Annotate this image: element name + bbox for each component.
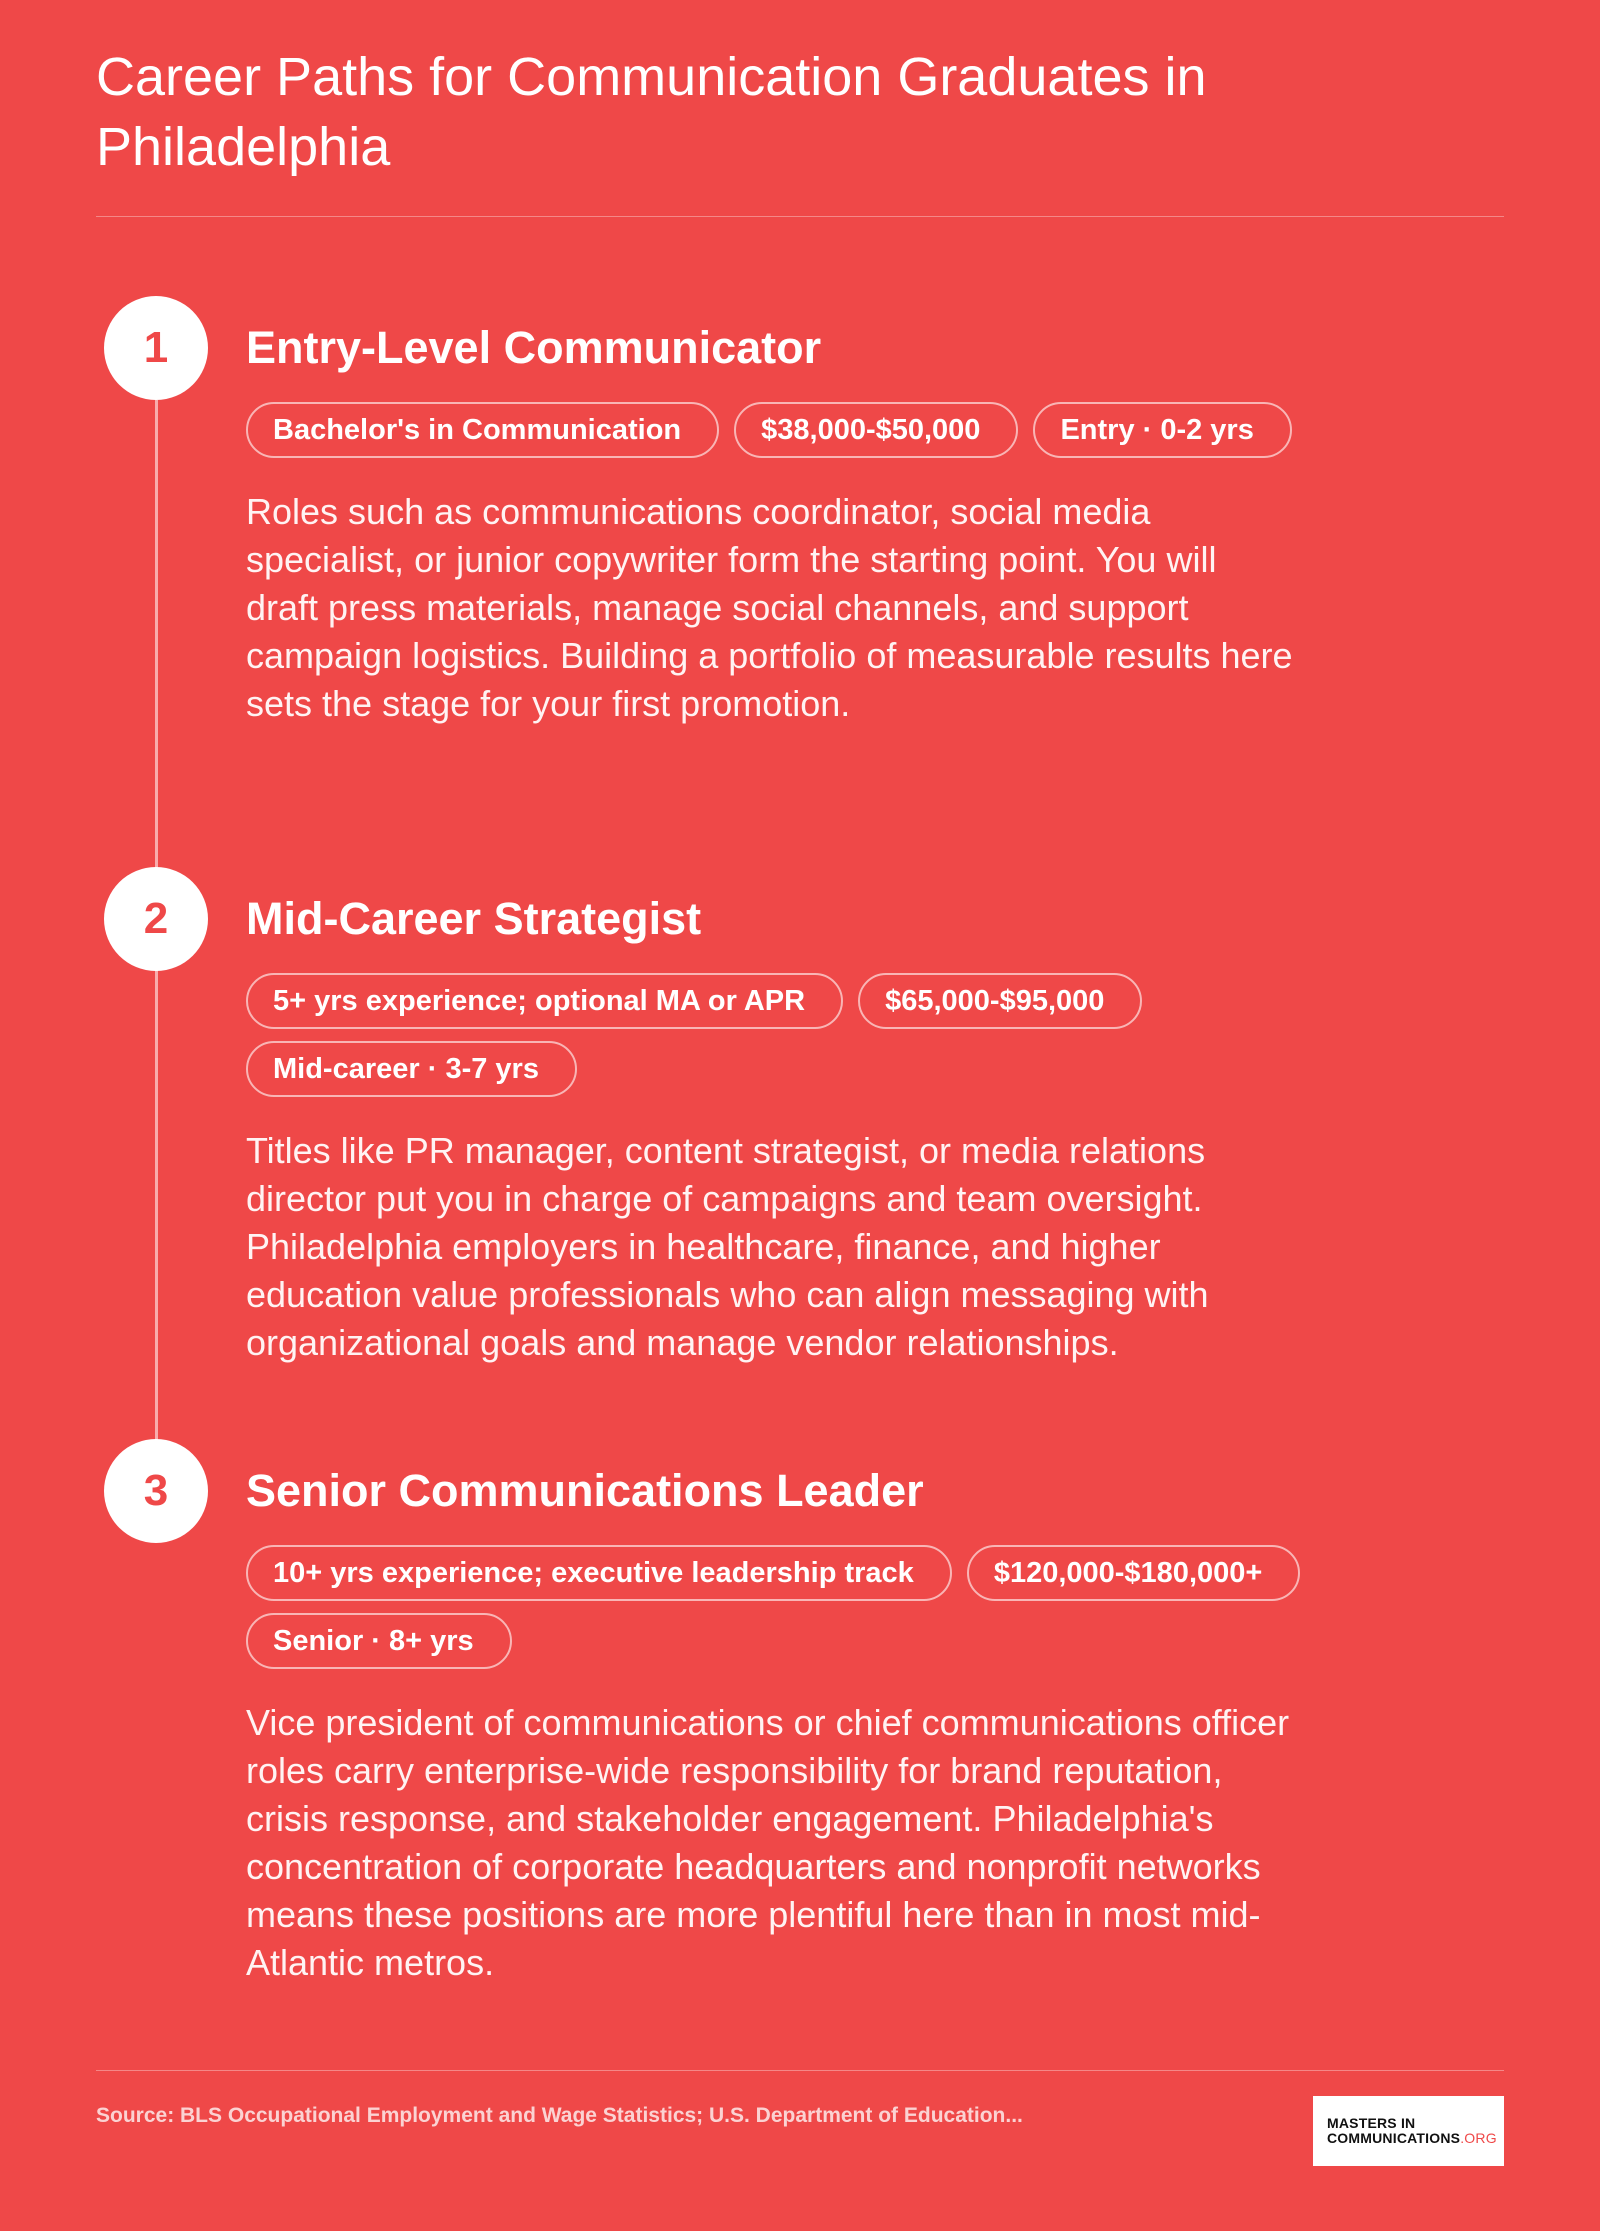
logo-text-name: COMMUNICATIONS (1327, 2130, 1461, 2146)
career-step (246, 1463, 1416, 1987)
level-tag: Senior · 8+ yrs (246, 1613, 512, 1669)
level-tag: Entry · 0-2 yrs (1033, 402, 1291, 458)
level-tag: Mid-career · 3-7 yrs (246, 1041, 577, 1097)
step-number-badge: 1 (104, 296, 208, 400)
source-note: Source: BLS Occupational Employment and Wage Statistics; U.S. Department of Education... (96, 2104, 1023, 2127)
step-description: Roles such as communications coordinator, social media specialist, or junior copywriter form the starting point. You will draft press materials, manage social channels, and support campaign logistics. Building a portfolio of measurable results here sets the stage for your first promotion. (246, 491, 1293, 724)
timeline-connector (155, 960, 158, 1445)
logo-text-line2 (1327, 2131, 1504, 2146)
page-title: Career Paths for Communication Graduates in Philadelphia (96, 47, 1207, 177)
salary-tag: $120,000-$180,000+ (967, 1545, 1301, 1601)
career-step (246, 891, 1416, 1367)
tag-list (246, 973, 1226, 1097)
timeline-connector (155, 400, 158, 870)
bottom-divider (96, 2070, 1504, 2071)
step-description: Titles like PR manager, content strategist, or media relations director put you in charge of campaigns and team oversight. Philadelphia employers in healthcare, finance, and higher education value professionals who can align messaging with organizational goals and manage vendor relationships. (246, 1130, 1209, 1363)
step-title: Entry-Level Communicator (246, 322, 822, 373)
education-tag: Bachelor's in Communication (246, 402, 719, 458)
career-step (246, 320, 1416, 728)
step-description: Vice president of communications or chief communications officer roles carry enterprise-wide responsibility for brand reputation, crisis response, and stakeholder engagement. Philadelphia's concentration of corporate headquarters and nonprofit networks means these positions are more plentiful here than in most mid-Atlantic metros. (246, 1702, 1290, 1983)
top-divider (96, 216, 1504, 217)
logo-text-suffix: .ORG (1460, 2130, 1497, 2146)
education-tag: 10+ yrs experience; executive leadership track (246, 1545, 952, 1601)
tag-list (246, 1545, 1396, 1669)
step-title: Mid-Career Strategist (246, 893, 702, 944)
education-tag: 5+ yrs experience; optional MA or APR (246, 973, 843, 1029)
salary-tag: $38,000-$50,000 (734, 402, 1018, 458)
salary-tag: $65,000-$95,000 (858, 973, 1142, 1029)
step-title: Senior Communications Leader (246, 1465, 924, 1516)
step-number-badge: 2 (104, 867, 208, 971)
step-number-badge: 3 (104, 1439, 208, 1543)
brand-logo[interactable] (1313, 2096, 1504, 2166)
tag-list (246, 402, 1416, 458)
logo-text-line1: MASTERS IN (1327, 2115, 1416, 2131)
